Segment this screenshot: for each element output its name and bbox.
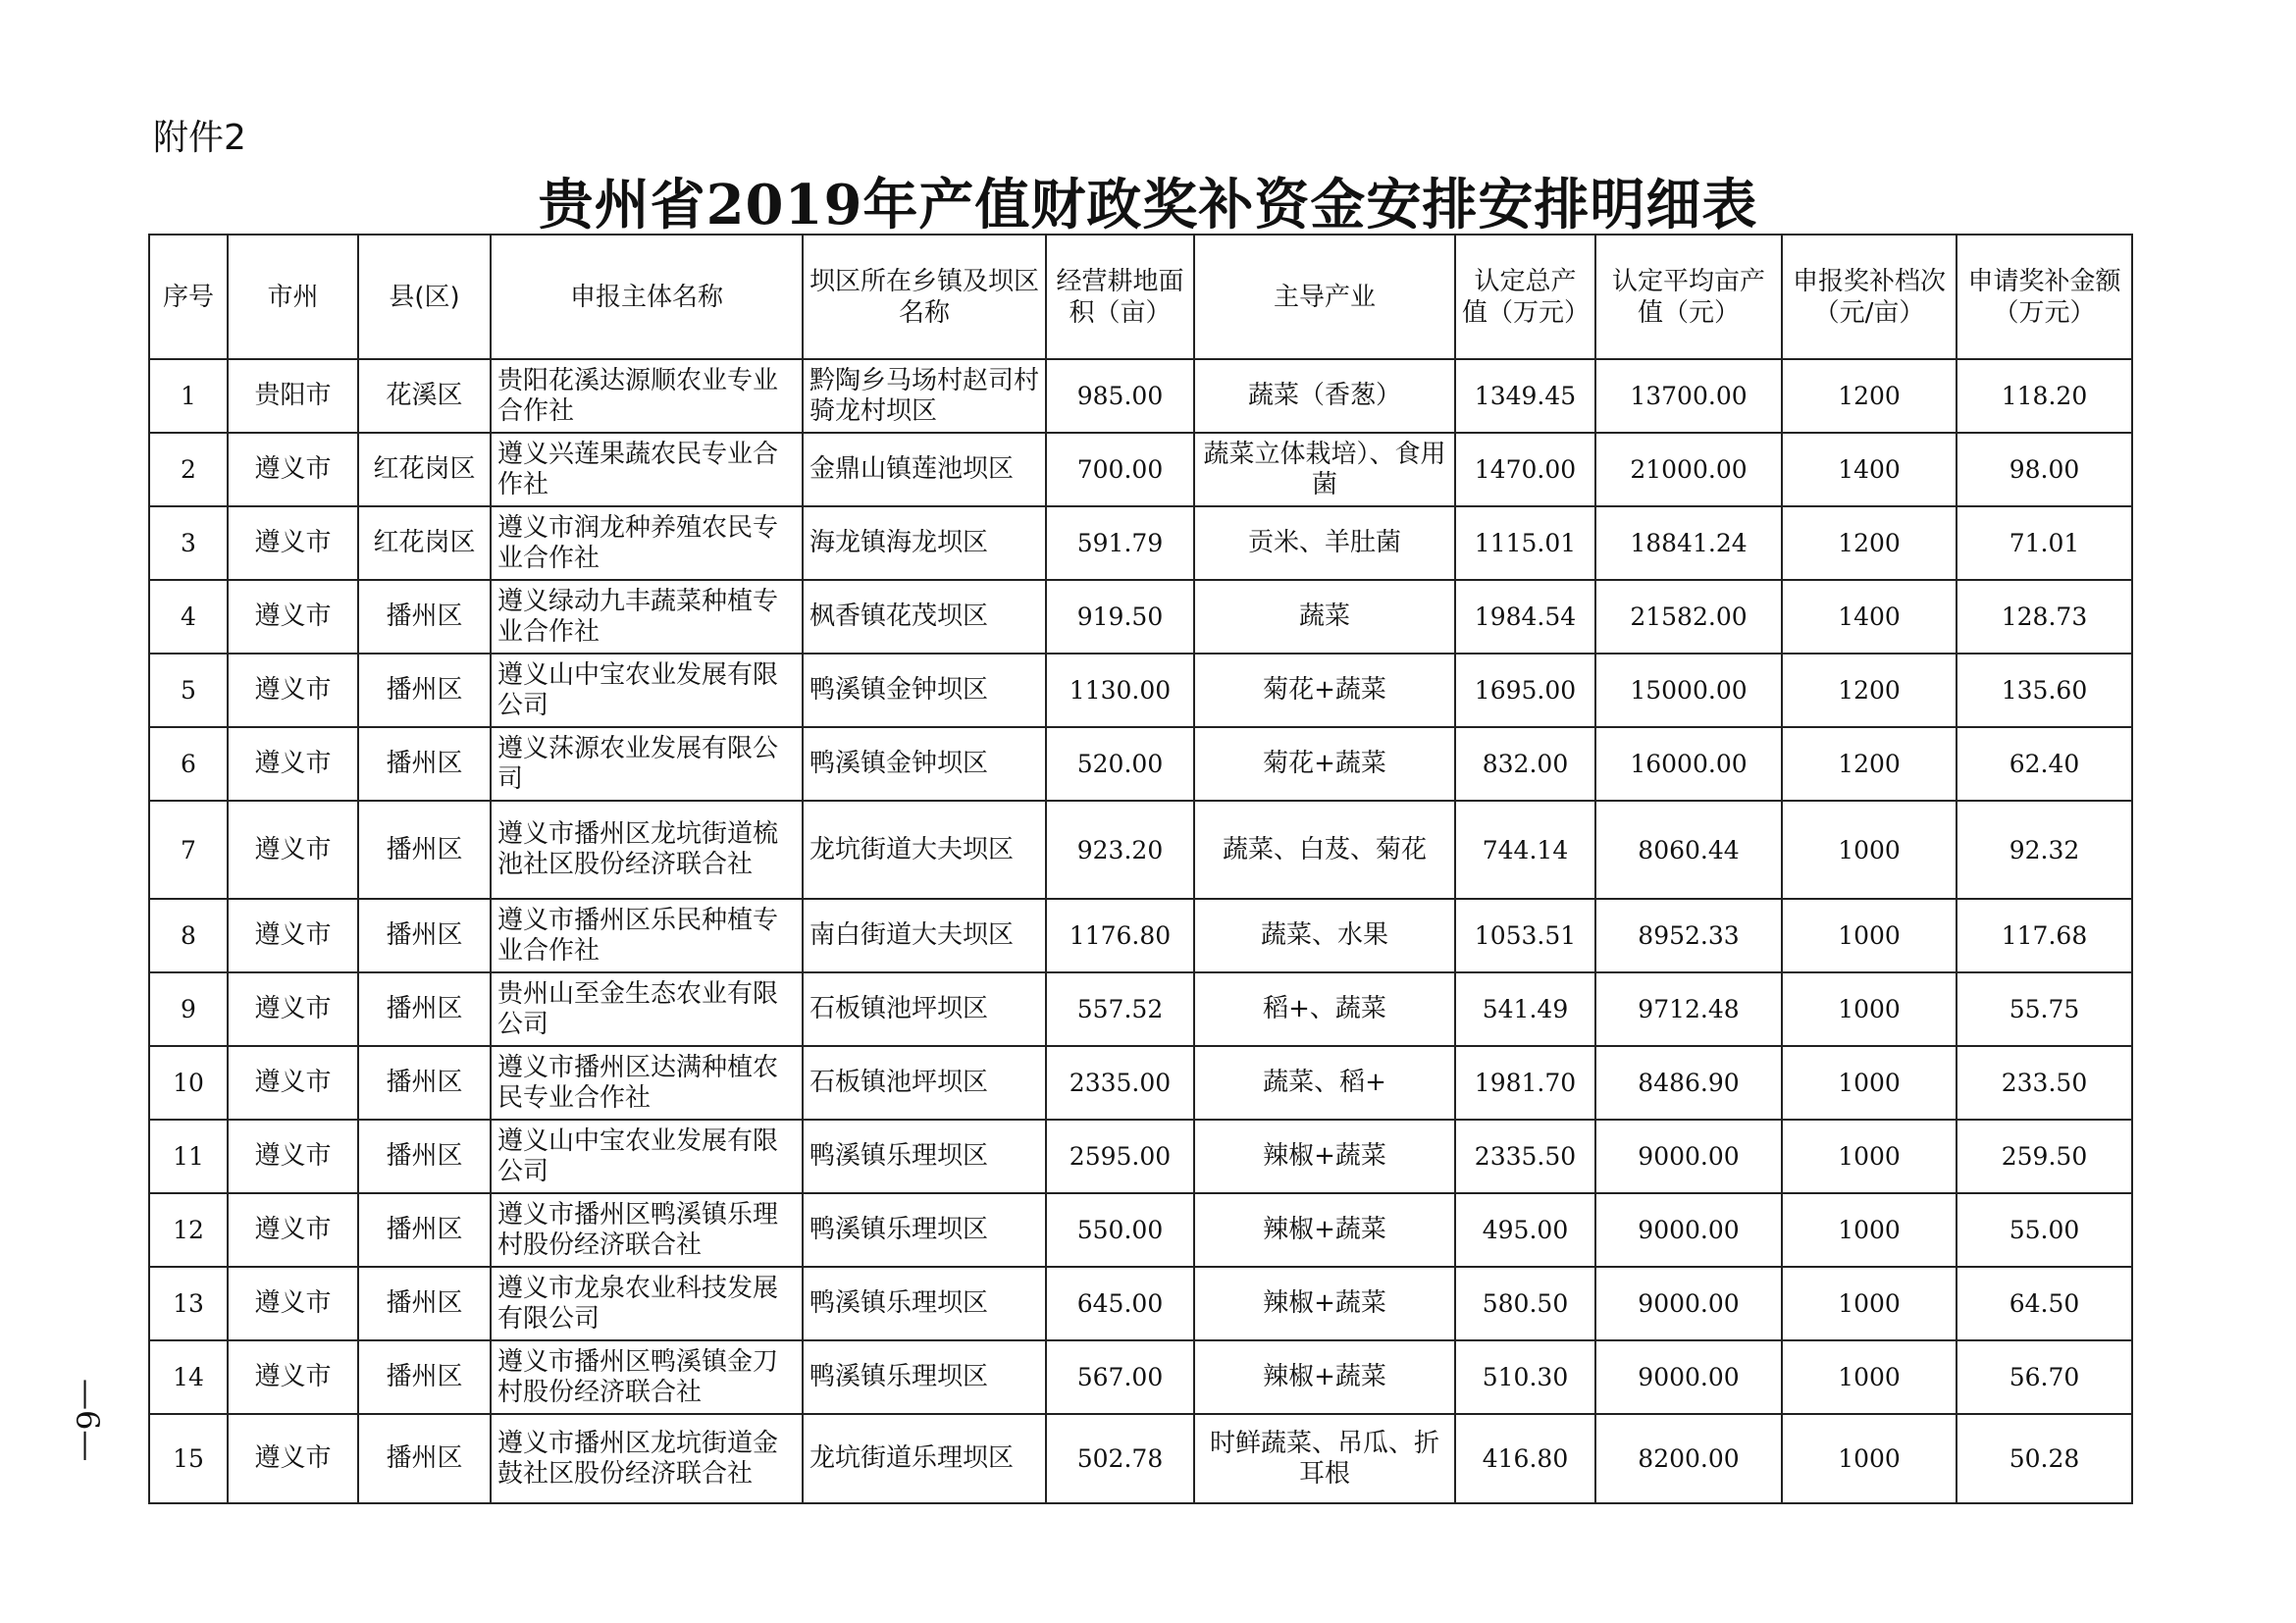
- cell-grade: 1400: [1782, 433, 1957, 506]
- cell-amount: 233.50: [1957, 1046, 2132, 1120]
- cell-city: 遵义市: [228, 899, 358, 972]
- cell-amount: 259.50: [1957, 1120, 2132, 1193]
- cell-grade: 1200: [1782, 506, 1957, 580]
- cell-city: 遵义市: [228, 1046, 358, 1120]
- cell-city: 遵义市: [228, 580, 358, 654]
- cell-seq: 11: [149, 1120, 228, 1193]
- cell-entity: 遵义市播州区龙坑街道梳池社区股份经济联合社: [491, 801, 803, 899]
- cell-city: 遵义市: [228, 1414, 358, 1503]
- table-row: [149, 1120, 2132, 1193]
- cell-entity: 遵义市龙泉农业科技发展有限公司: [491, 1267, 803, 1340]
- cell-entity: 遵义山中宝农业发展有限公司: [491, 1120, 803, 1193]
- header-industry: 主导产业: [1194, 235, 1455, 359]
- cell-city: 遵义市: [228, 506, 358, 580]
- cell-avg-output: 16000.00: [1595, 727, 1782, 801]
- cell-amount: 50.28: [1957, 1414, 2132, 1503]
- cell-grade: 1000: [1782, 1046, 1957, 1120]
- cell-location: 鸭溪镇金钟坝区: [803, 654, 1046, 727]
- cell-avg-output: 8952.33: [1595, 899, 1782, 972]
- cell-county: 播州区: [358, 1046, 491, 1120]
- cell-city: 遵义市: [228, 433, 358, 506]
- table-header-row: [149, 235, 2132, 359]
- cell-amount: 62.40: [1957, 727, 2132, 801]
- cell-location: 石板镇池坪坝区: [803, 972, 1046, 1046]
- cell-area: 1176.80: [1046, 899, 1194, 972]
- table-row: [149, 433, 2132, 506]
- cell-industry: 蔬菜立体栽培）、食用菌: [1194, 433, 1455, 506]
- cell-county: 播州区: [358, 1267, 491, 1340]
- cell-grade: 1000: [1782, 801, 1957, 899]
- cell-entity: 遵义市播州区乐民种植专业合作社: [491, 899, 803, 972]
- cell-location: 金鼎山镇莲池坝区: [803, 433, 1046, 506]
- cell-area: 1130.00: [1046, 654, 1194, 727]
- cell-total-output: 541.49: [1455, 972, 1595, 1046]
- cell-total-output: 744.14: [1455, 801, 1595, 899]
- header-city: 市州: [228, 235, 358, 359]
- cell-seq: 8: [149, 899, 228, 972]
- cell-entity: 遵义兴莲果蔬农民专业合作社: [491, 433, 803, 506]
- cell-total-output: 495.00: [1455, 1193, 1595, 1267]
- cell-area: 645.00: [1046, 1267, 1194, 1340]
- cell-area: 2595.00: [1046, 1120, 1194, 1193]
- cell-seq: 9: [149, 972, 228, 1046]
- cell-area: 700.00: [1046, 433, 1194, 506]
- cell-location: 石板镇池坪坝区: [803, 1046, 1046, 1120]
- cell-avg-output: 9000.00: [1595, 1120, 1782, 1193]
- cell-seq: 1: [149, 359, 228, 433]
- cell-entity: 遵义市播州区龙坑街道金鼓社区股份经济联合社: [491, 1414, 803, 1503]
- header-entity: 申报主体名称: [491, 235, 803, 359]
- cell-seq: 5: [149, 654, 228, 727]
- cell-avg-output: 18841.24: [1595, 506, 1782, 580]
- cell-avg-output: 15000.00: [1595, 654, 1782, 727]
- cell-avg-output: 8200.00: [1595, 1414, 1782, 1503]
- cell-area: 567.00: [1046, 1340, 1194, 1414]
- cell-industry: 辣椒+蔬菜: [1194, 1340, 1455, 1414]
- cell-industry: 蔬菜、白芨、菊花: [1194, 801, 1455, 899]
- cell-amount: 98.00: [1957, 433, 2132, 506]
- header-grade: 申报奖补档次（元/亩）: [1782, 235, 1957, 359]
- cell-avg-output: 21000.00: [1595, 433, 1782, 506]
- cell-entity: 贵州山至金生态农业有限公司: [491, 972, 803, 1046]
- cell-city: 遵义市: [228, 801, 358, 899]
- cell-county: 播州区: [358, 1414, 491, 1503]
- cell-grade: 1200: [1782, 359, 1957, 433]
- cell-grade: 1000: [1782, 972, 1957, 1046]
- cell-area: 919.50: [1046, 580, 1194, 654]
- cell-county: 播州区: [358, 580, 491, 654]
- cell-city: 遵义市: [228, 1193, 358, 1267]
- table-row: [149, 972, 2132, 1046]
- cell-grade: 1200: [1782, 727, 1957, 801]
- cell-avg-output: 13700.00: [1595, 359, 1782, 433]
- table-row: [149, 801, 2132, 899]
- cell-total-output: 1053.51: [1455, 899, 1595, 972]
- table-row: [149, 899, 2132, 972]
- cell-grade: 1000: [1782, 1120, 1957, 1193]
- cell-total-output: 1984.54: [1455, 580, 1595, 654]
- cell-county: 花溪区: [358, 359, 491, 433]
- cell-total-output: 416.80: [1455, 1414, 1595, 1503]
- cell-location: 鸭溪镇金钟坝区: [803, 727, 1046, 801]
- cell-grade: 1000: [1782, 1267, 1957, 1340]
- cell-amount: 64.50: [1957, 1267, 2132, 1340]
- cell-county: 红花岗区: [358, 433, 491, 506]
- cell-grade: 1000: [1782, 1193, 1957, 1267]
- cell-county: 播州区: [358, 899, 491, 972]
- cell-total-output: 580.50: [1455, 1267, 1595, 1340]
- cell-industry: 稻+、蔬菜: [1194, 972, 1455, 1046]
- cell-county: 播州区: [358, 1120, 491, 1193]
- cell-amount: 135.60: [1957, 654, 2132, 727]
- cell-industry: 蔬菜、稻+: [1194, 1046, 1455, 1120]
- cell-city: 遵义市: [228, 1120, 358, 1193]
- cell-industry: 蔬菜（香葱）: [1194, 359, 1455, 433]
- cell-county: 播州区: [358, 801, 491, 899]
- cell-area: 923.20: [1046, 801, 1194, 899]
- cell-entity: 遵义市播州区鸭溪镇金刀村股份经济联合社: [491, 1340, 803, 1414]
- cell-city: 遵义市: [228, 972, 358, 1046]
- cell-entity: 遵义莯源农业发展有限公司: [491, 727, 803, 801]
- header-avg-output: 认定平均亩产值（元）: [1595, 235, 1782, 359]
- cell-seq: 6: [149, 727, 228, 801]
- cell-city: 遵义市: [228, 727, 358, 801]
- cell-industry: 时鲜蔬菜、吊瓜、折耳根: [1194, 1414, 1455, 1503]
- cell-industry: 蔬菜、水果: [1194, 899, 1455, 972]
- cell-entity: 遵义绿动九丰蔬菜种植专业合作社: [491, 580, 803, 654]
- cell-industry: 菊花+蔬菜: [1194, 727, 1455, 801]
- cell-amount: 71.01: [1957, 506, 2132, 580]
- table-row: [149, 1267, 2132, 1340]
- cell-location: 龙坑街道大夫坝区: [803, 801, 1046, 899]
- cell-seq: 7: [149, 801, 228, 899]
- table-row: [149, 1046, 2132, 1120]
- header-total-output: 认定总产值（万元）: [1455, 235, 1595, 359]
- header-area: 经营耕地面积（亩）: [1046, 235, 1194, 359]
- table-row: [149, 1193, 2132, 1267]
- cell-amount: 118.20: [1957, 359, 2132, 433]
- table-row: [149, 359, 2132, 433]
- cell-total-output: 1981.70: [1455, 1046, 1595, 1120]
- cell-seq: 10: [149, 1046, 228, 1120]
- cell-location: 黔陶乡马场村赵司村骑龙村坝区: [803, 359, 1046, 433]
- cell-total-output: 1349.45: [1455, 359, 1595, 433]
- cell-grade: 1000: [1782, 899, 1957, 972]
- cell-entity: 遵义山中宝农业发展有限公司: [491, 654, 803, 727]
- cell-total-output: 1695.00: [1455, 654, 1595, 727]
- cell-entity: 遵义市润龙种养殖农民专业合作社: [491, 506, 803, 580]
- cell-entity: 贵阳花溪达源顺农业专业合作社: [491, 359, 803, 433]
- cell-city: 遵义市: [228, 1267, 358, 1340]
- cell-location: 海龙镇海龙坝区: [803, 506, 1046, 580]
- table-row: [149, 580, 2132, 654]
- cell-industry: 辣椒+蔬菜: [1194, 1267, 1455, 1340]
- cell-amount: 117.68: [1957, 899, 2132, 972]
- cell-seq: 12: [149, 1193, 228, 1267]
- cell-amount: 128.73: [1957, 580, 2132, 654]
- cell-location: 南白街道大夫坝区: [803, 899, 1046, 972]
- header-amount: 申请奖补金额（万元）: [1957, 235, 2132, 359]
- cell-county: 播州区: [358, 727, 491, 801]
- cell-total-output: 832.00: [1455, 727, 1595, 801]
- cell-avg-output: 21582.00: [1595, 580, 1782, 654]
- cell-industry: 辣椒+蔬菜: [1194, 1120, 1455, 1193]
- cell-grade: 1400: [1782, 580, 1957, 654]
- cell-avg-output: 8060.44: [1595, 801, 1782, 899]
- cell-area: 985.00: [1046, 359, 1194, 433]
- cell-grade: 1000: [1782, 1340, 1957, 1414]
- cell-seq: 3: [149, 506, 228, 580]
- cell-location: 龙坑街道乐理坝区: [803, 1414, 1046, 1503]
- cell-grade: 1200: [1782, 654, 1957, 727]
- cell-location: 鸭溪镇乐理坝区: [803, 1193, 1046, 1267]
- subsidy-table: [148, 234, 2133, 1504]
- cell-avg-output: 9000.00: [1595, 1267, 1782, 1340]
- cell-avg-output: 9000.00: [1595, 1340, 1782, 1414]
- cell-amount: 92.32: [1957, 801, 2132, 899]
- cell-location: 鸭溪镇乐理坝区: [803, 1120, 1046, 1193]
- cell-location: 鸭溪镇乐理坝区: [803, 1267, 1046, 1340]
- cell-grade: 1000: [1782, 1414, 1957, 1503]
- cell-total-output: 1115.01: [1455, 506, 1595, 580]
- cell-entity: 遵义市播州区鸭溪镇乐理村股份经济联合社: [491, 1193, 803, 1267]
- cell-city: 贵阳市: [228, 359, 358, 433]
- cell-seq: 4: [149, 580, 228, 654]
- cell-area: 502.78: [1046, 1414, 1194, 1503]
- header-seq: 序号: [149, 235, 228, 359]
- table-row: [149, 506, 2132, 580]
- header-location: 坝区所在乡镇及坝区名称: [803, 235, 1046, 359]
- cell-amount: 55.75: [1957, 972, 2132, 1046]
- table-row: [149, 654, 2132, 727]
- cell-city: 遵义市: [228, 654, 358, 727]
- header-county: 县(区): [358, 235, 491, 359]
- table-row: [149, 727, 2132, 801]
- cell-county: 播州区: [358, 1193, 491, 1267]
- cell-amount: 56.70: [1957, 1340, 2132, 1414]
- cell-county: 播州区: [358, 654, 491, 727]
- cell-seq: 13: [149, 1267, 228, 1340]
- cell-seq: 15: [149, 1414, 228, 1503]
- document-title: 贵州省2019年产值财政奖补资金安排安排明细表: [538, 173, 1758, 237]
- cell-area: 520.00: [1046, 727, 1194, 801]
- cell-entity: 遵义市播州区达满种植农民专业合作社: [491, 1046, 803, 1120]
- page-number: —6—: [69, 1379, 106, 1462]
- attachment-label: 附件2: [153, 118, 246, 158]
- cell-area: 2335.00: [1046, 1046, 1194, 1120]
- cell-avg-output: 8486.90: [1595, 1046, 1782, 1120]
- table-row: [149, 1340, 2132, 1414]
- cell-location: 枫香镇花茂坝区: [803, 580, 1046, 654]
- cell-industry: 蔬菜: [1194, 580, 1455, 654]
- cell-city: 遵义市: [228, 1340, 358, 1414]
- cell-industry: 贡米、羊肚菌: [1194, 506, 1455, 580]
- cell-county: 红花岗区: [358, 506, 491, 580]
- cell-total-output: 1470.00: [1455, 433, 1595, 506]
- cell-area: 557.52: [1046, 972, 1194, 1046]
- cell-seq: 2: [149, 433, 228, 506]
- cell-area: 550.00: [1046, 1193, 1194, 1267]
- cell-total-output: 510.30: [1455, 1340, 1595, 1414]
- table-row: [149, 1414, 2132, 1503]
- cell-county: 播州区: [358, 972, 491, 1046]
- cell-location: 鸭溪镇乐理坝区: [803, 1340, 1046, 1414]
- cell-industry: 辣椒+蔬菜: [1194, 1193, 1455, 1267]
- cell-county: 播州区: [358, 1340, 491, 1414]
- cell-area: 591.79: [1046, 506, 1194, 580]
- cell-seq: 14: [149, 1340, 228, 1414]
- cell-total-output: 2335.50: [1455, 1120, 1595, 1193]
- cell-industry: 菊花+蔬菜: [1194, 654, 1455, 727]
- cell-avg-output: 9000.00: [1595, 1193, 1782, 1267]
- cell-amount: 55.00: [1957, 1193, 2132, 1267]
- cell-avg-output: 9712.48: [1595, 972, 1782, 1046]
